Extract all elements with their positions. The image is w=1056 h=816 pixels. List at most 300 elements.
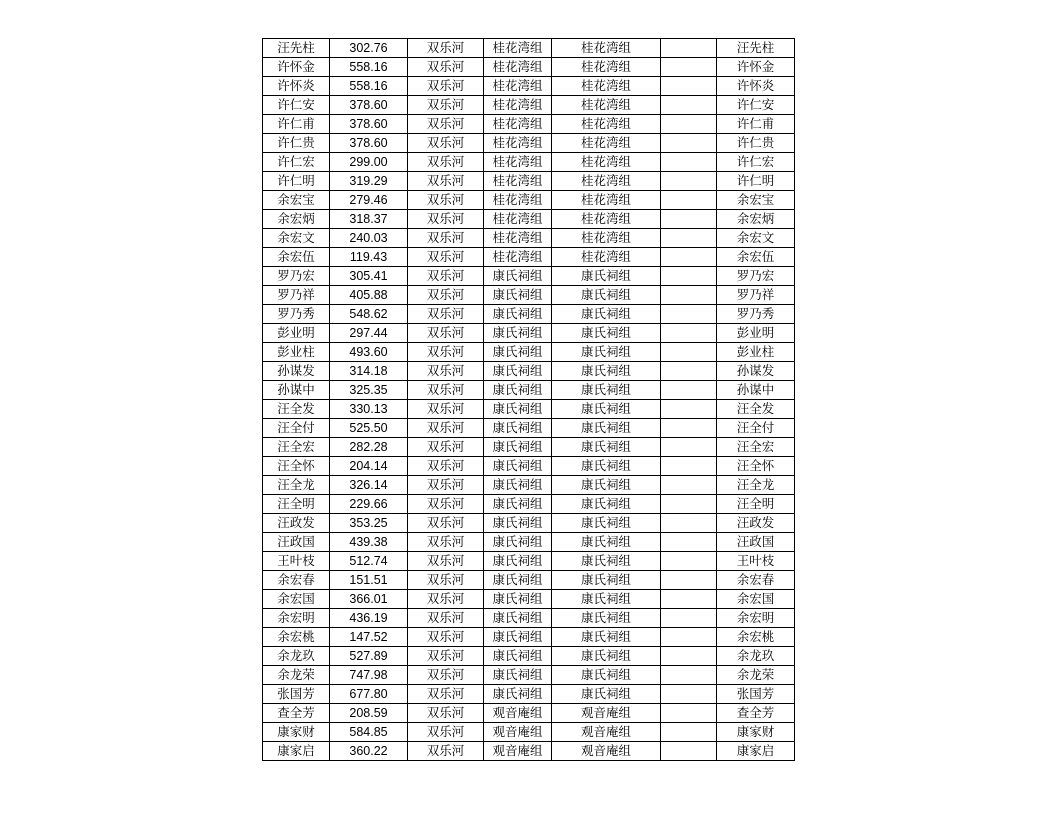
household-name-cell: 余宏文: [263, 229, 330, 248]
payee-name-cell: 王叶枝: [717, 552, 795, 571]
table-row: [263, 172, 795, 191]
amount-cell: 439.38: [330, 533, 408, 552]
group-name-cell: 康氏祠组: [552, 609, 661, 628]
amount-cell: 147.52: [330, 628, 408, 647]
table-row: [263, 609, 795, 628]
group-name-cell: 观音庵组: [552, 704, 661, 723]
group-cell: 康氏祠组: [484, 286, 552, 305]
group-name-cell: 康氏祠组: [552, 324, 661, 343]
group-name-cell: 康氏祠组: [552, 666, 661, 685]
village-cell: 双乐河: [408, 286, 484, 305]
amount-cell: 208.59: [330, 704, 408, 723]
payee-name-cell: 余宏春: [717, 571, 795, 590]
ledger-body: [263, 39, 795, 761]
blank-cell: [661, 343, 717, 362]
village-cell: 双乐河: [408, 609, 484, 628]
table-row: [263, 362, 795, 381]
blank-cell: [661, 96, 717, 115]
table-row: [263, 58, 795, 77]
village-cell: 双乐河: [408, 362, 484, 381]
group-name-cell: 康氏祠组: [552, 286, 661, 305]
payee-name-cell: 余宏文: [717, 229, 795, 248]
group-name-cell: 桂花湾组: [552, 115, 661, 134]
group-cell: 康氏祠组: [484, 533, 552, 552]
blank-cell: [661, 134, 717, 153]
village-cell: 双乐河: [408, 381, 484, 400]
table-row: [263, 305, 795, 324]
table-row: [263, 324, 795, 343]
table-row: [263, 286, 795, 305]
payee-name-cell: 许仁贵: [717, 134, 795, 153]
payee-name-cell: 康家启: [717, 742, 795, 761]
household-name-cell: 许怀炎: [263, 77, 330, 96]
amount-cell: 305.41: [330, 267, 408, 286]
group-cell: 康氏祠组: [484, 400, 552, 419]
group-name-cell: 康氏祠组: [552, 400, 661, 419]
payee-name-cell: 汪全明: [717, 495, 795, 514]
amount-cell: 297.44: [330, 324, 408, 343]
village-cell: 双乐河: [408, 229, 484, 248]
payee-name-cell: 余宏桃: [717, 628, 795, 647]
blank-cell: [661, 476, 717, 495]
household-name-cell: 罗乃宏: [263, 267, 330, 286]
household-name-cell: 许仁贵: [263, 134, 330, 153]
table-row: [263, 647, 795, 666]
blank-cell: [661, 381, 717, 400]
table-row: [263, 343, 795, 362]
amount-cell: 366.01: [330, 590, 408, 609]
village-cell: 双乐河: [408, 267, 484, 286]
payee-name-cell: 汪全宏: [717, 438, 795, 457]
amount-cell: 302.76: [330, 39, 408, 58]
group-name-cell: 康氏祠组: [552, 343, 661, 362]
group-cell: 康氏祠组: [484, 628, 552, 647]
household-name-cell: 康家财: [263, 723, 330, 742]
payee-name-cell: 彭业明: [717, 324, 795, 343]
table-row: [263, 685, 795, 704]
amount-cell: 330.13: [330, 400, 408, 419]
group-name-cell: 桂花湾组: [552, 153, 661, 172]
payee-name-cell: 彭业柱: [717, 343, 795, 362]
amount-cell: 548.62: [330, 305, 408, 324]
blank-cell: [661, 571, 717, 590]
blank-cell: [661, 723, 717, 742]
table-row: [263, 723, 795, 742]
payee-name-cell: 汪全付: [717, 419, 795, 438]
payee-name-cell: 汪政发: [717, 514, 795, 533]
group-cell: 桂花湾组: [484, 96, 552, 115]
payee-name-cell: 罗乃秀: [717, 305, 795, 324]
group-name-cell: 康氏祠组: [552, 476, 661, 495]
payee-name-cell: 汪全龙: [717, 476, 795, 495]
table-row: [263, 666, 795, 685]
payee-name-cell: 余宏炳: [717, 210, 795, 229]
group-name-cell: 康氏祠组: [552, 438, 661, 457]
group-name-cell: 观音庵组: [552, 742, 661, 761]
household-name-cell: 彭业明: [263, 324, 330, 343]
group-cell: 桂花湾组: [484, 191, 552, 210]
group-cell: 观音庵组: [484, 704, 552, 723]
group-cell: 康氏祠组: [484, 343, 552, 362]
blank-cell: [661, 267, 717, 286]
blank-cell: [661, 666, 717, 685]
group-name-cell: 康氏祠组: [552, 381, 661, 400]
table-row: [263, 39, 795, 58]
table-row: [263, 457, 795, 476]
household-name-cell: 余宏国: [263, 590, 330, 609]
group-cell: 康氏祠组: [484, 438, 552, 457]
household-name-cell: 罗乃秀: [263, 305, 330, 324]
amount-cell: 151.51: [330, 571, 408, 590]
payee-name-cell: 汪全怀: [717, 457, 795, 476]
blank-cell: [661, 210, 717, 229]
payee-name-cell: 余宏宝: [717, 191, 795, 210]
group-cell: 康氏祠组: [484, 362, 552, 381]
blank-cell: [661, 305, 717, 324]
payee-name-cell: 余宏明: [717, 609, 795, 628]
village-cell: 双乐河: [408, 704, 484, 723]
amount-cell: 204.14: [330, 457, 408, 476]
amount-cell: 493.60: [330, 343, 408, 362]
table-row: [263, 590, 795, 609]
blank-cell: [661, 324, 717, 343]
table-row: [263, 476, 795, 495]
village-cell: 双乐河: [408, 723, 484, 742]
village-cell: 双乐河: [408, 495, 484, 514]
group-cell: 桂花湾组: [484, 115, 552, 134]
table-row: [263, 400, 795, 419]
payee-name-cell: 许怀炎: [717, 77, 795, 96]
ledger-table: [262, 38, 795, 761]
blank-cell: [661, 153, 717, 172]
household-name-cell: 余宏宝: [263, 191, 330, 210]
amount-cell: 299.00: [330, 153, 408, 172]
group-name-cell: 康氏祠组: [552, 495, 661, 514]
group-name-cell: 桂花湾组: [552, 39, 661, 58]
household-name-cell: 余龙荣: [263, 666, 330, 685]
group-cell: 桂花湾组: [484, 58, 552, 77]
amount-cell: 378.60: [330, 115, 408, 134]
household-name-cell: 许仁甫: [263, 115, 330, 134]
group-cell: 康氏祠组: [484, 381, 552, 400]
village-cell: 双乐河: [408, 666, 484, 685]
village-cell: 双乐河: [408, 571, 484, 590]
table-row: [263, 628, 795, 647]
amount-cell: 747.98: [330, 666, 408, 685]
group-name-cell: 康氏祠组: [552, 552, 661, 571]
group-cell: 桂花湾组: [484, 248, 552, 267]
table-row: [263, 267, 795, 286]
blank-cell: [661, 647, 717, 666]
table-row: [263, 115, 795, 134]
blank-cell: [661, 609, 717, 628]
group-cell: 康氏祠组: [484, 571, 552, 590]
table-row: [263, 134, 795, 153]
household-name-cell: 康家启: [263, 742, 330, 761]
table-row: [263, 533, 795, 552]
payee-name-cell: 许怀金: [717, 58, 795, 77]
group-name-cell: 桂花湾组: [552, 191, 661, 210]
village-cell: 双乐河: [408, 77, 484, 96]
blank-cell: [661, 115, 717, 134]
table-row: [263, 742, 795, 761]
household-name-cell: 余宏伍: [263, 248, 330, 267]
payee-name-cell: 汪政国: [717, 533, 795, 552]
blank-cell: [661, 514, 717, 533]
household-name-cell: 余宏明: [263, 609, 330, 628]
village-cell: 双乐河: [408, 58, 484, 77]
amount-cell: 319.29: [330, 172, 408, 191]
payee-name-cell: 罗乃宏: [717, 267, 795, 286]
table-row: [263, 248, 795, 267]
amount-cell: 318.37: [330, 210, 408, 229]
payee-name-cell: 查全芳: [717, 704, 795, 723]
household-name-cell: 查全芳: [263, 704, 330, 723]
village-cell: 双乐河: [408, 400, 484, 419]
household-name-cell: 余宏桃: [263, 628, 330, 647]
household-name-cell: 汪政国: [263, 533, 330, 552]
village-cell: 双乐河: [408, 647, 484, 666]
village-cell: 双乐河: [408, 457, 484, 476]
amount-cell: 353.25: [330, 514, 408, 533]
amount-cell: 525.50: [330, 419, 408, 438]
group-name-cell: 康氏祠组: [552, 419, 661, 438]
household-name-cell: 许怀金: [263, 58, 330, 77]
blank-cell: [661, 628, 717, 647]
group-name-cell: 桂花湾组: [552, 77, 661, 96]
village-cell: 双乐河: [408, 590, 484, 609]
blank-cell: [661, 39, 717, 58]
group-cell: 桂花湾组: [484, 134, 552, 153]
village-cell: 双乐河: [408, 248, 484, 267]
table-row: [263, 704, 795, 723]
blank-cell: [661, 248, 717, 267]
household-name-cell: 汪全发: [263, 400, 330, 419]
group-name-cell: 桂花湾组: [552, 134, 661, 153]
village-cell: 双乐河: [408, 533, 484, 552]
group-cell: 观音庵组: [484, 742, 552, 761]
group-name-cell: 康氏祠组: [552, 362, 661, 381]
group-cell: 观音庵组: [484, 723, 552, 742]
village-cell: 双乐河: [408, 552, 484, 571]
group-name-cell: 康氏祠组: [552, 647, 661, 666]
blank-cell: [661, 438, 717, 457]
village-cell: 双乐河: [408, 742, 484, 761]
amount-cell: 527.89: [330, 647, 408, 666]
group-name-cell: 康氏祠组: [552, 533, 661, 552]
amount-cell: 279.46: [330, 191, 408, 210]
ledger-sheet: [262, 38, 794, 761]
blank-cell: [661, 457, 717, 476]
group-cell: 康氏祠组: [484, 514, 552, 533]
amount-cell: 405.88: [330, 286, 408, 305]
group-cell: 康氏祠组: [484, 495, 552, 514]
household-name-cell: 余龙玖: [263, 647, 330, 666]
group-cell: 康氏祠组: [484, 590, 552, 609]
amount-cell: 436.19: [330, 609, 408, 628]
village-cell: 双乐河: [408, 438, 484, 457]
blank-cell: [661, 77, 717, 96]
amount-cell: 558.16: [330, 58, 408, 77]
amount-cell: 240.03: [330, 229, 408, 248]
village-cell: 双乐河: [408, 419, 484, 438]
table-row: [263, 419, 795, 438]
group-name-cell: 康氏祠组: [552, 267, 661, 286]
blank-cell: [661, 590, 717, 609]
group-cell: 康氏祠组: [484, 685, 552, 704]
payee-name-cell: 汪全发: [717, 400, 795, 419]
group-cell: 桂花湾组: [484, 210, 552, 229]
table-row: [263, 96, 795, 115]
blank-cell: [661, 229, 717, 248]
group-name-cell: 康氏祠组: [552, 457, 661, 476]
group-name-cell: 康氏祠组: [552, 305, 661, 324]
household-name-cell: 汪全明: [263, 495, 330, 514]
household-name-cell: 王叶枝: [263, 552, 330, 571]
blank-cell: [661, 704, 717, 723]
village-cell: 双乐河: [408, 96, 484, 115]
payee-name-cell: 余龙玖: [717, 647, 795, 666]
village-cell: 双乐河: [408, 324, 484, 343]
group-name-cell: 桂花湾组: [552, 210, 661, 229]
household-name-cell: 许仁宏: [263, 153, 330, 172]
group-cell: 康氏祠组: [484, 457, 552, 476]
group-cell: 桂花湾组: [484, 39, 552, 58]
village-cell: 双乐河: [408, 191, 484, 210]
table-row: [263, 571, 795, 590]
village-cell: 双乐河: [408, 343, 484, 362]
amount-cell: 378.60: [330, 134, 408, 153]
table-row: [263, 210, 795, 229]
village-cell: 双乐河: [408, 39, 484, 58]
payee-name-cell: 汪先柱: [717, 39, 795, 58]
blank-cell: [661, 552, 717, 571]
payee-name-cell: 孙谋发: [717, 362, 795, 381]
household-name-cell: 张国芳: [263, 685, 330, 704]
household-name-cell: 彭业柱: [263, 343, 330, 362]
table-row: [263, 438, 795, 457]
village-cell: 双乐河: [408, 628, 484, 647]
group-name-cell: 康氏祠组: [552, 514, 661, 533]
village-cell: 双乐河: [408, 210, 484, 229]
group-name-cell: 康氏祠组: [552, 590, 661, 609]
group-cell: 康氏祠组: [484, 647, 552, 666]
payee-name-cell: 康家财: [717, 723, 795, 742]
group-name-cell: 康氏祠组: [552, 628, 661, 647]
blank-cell: [661, 685, 717, 704]
table-row: [263, 381, 795, 400]
amount-cell: 378.60: [330, 96, 408, 115]
group-name-cell: 桂花湾组: [552, 229, 661, 248]
household-name-cell: 孙谋发: [263, 362, 330, 381]
blank-cell: [661, 58, 717, 77]
amount-cell: 229.66: [330, 495, 408, 514]
household-name-cell: 余宏炳: [263, 210, 330, 229]
household-name-cell: 余宏春: [263, 571, 330, 590]
household-name-cell: 孙谋中: [263, 381, 330, 400]
group-name-cell: 桂花湾组: [552, 172, 661, 191]
payee-name-cell: 余龙荣: [717, 666, 795, 685]
group-cell: 康氏祠组: [484, 476, 552, 495]
group-cell: 桂花湾组: [484, 77, 552, 96]
payee-name-cell: 罗乃祥: [717, 286, 795, 305]
household-name-cell: 汪全付: [263, 419, 330, 438]
household-name-cell: 许仁明: [263, 172, 330, 191]
village-cell: 双乐河: [408, 514, 484, 533]
blank-cell: [661, 172, 717, 191]
amount-cell: 326.14: [330, 476, 408, 495]
payee-name-cell: 张国芳: [717, 685, 795, 704]
blank-cell: [661, 286, 717, 305]
group-cell: 桂花湾组: [484, 153, 552, 172]
group-cell: 康氏祠组: [484, 305, 552, 324]
amount-cell: 360.22: [330, 742, 408, 761]
group-name-cell: 桂花湾组: [552, 96, 661, 115]
table-row: [263, 514, 795, 533]
group-cell: 康氏祠组: [484, 419, 552, 438]
group-cell: 康氏祠组: [484, 324, 552, 343]
table-row: [263, 552, 795, 571]
household-name-cell: 汪全怀: [263, 457, 330, 476]
village-cell: 双乐河: [408, 476, 484, 495]
payee-name-cell: 许仁宏: [717, 153, 795, 172]
village-cell: 双乐河: [408, 134, 484, 153]
amount-cell: 119.43: [330, 248, 408, 267]
table-row: [263, 229, 795, 248]
group-name-cell: 康氏祠组: [552, 685, 661, 704]
blank-cell: [661, 533, 717, 552]
payee-name-cell: 余宏伍: [717, 248, 795, 267]
household-name-cell: 罗乃祥: [263, 286, 330, 305]
payee-name-cell: 许仁甫: [717, 115, 795, 134]
group-cell: 康氏祠组: [484, 267, 552, 286]
blank-cell: [661, 362, 717, 381]
table-row: [263, 77, 795, 96]
village-cell: 双乐河: [408, 172, 484, 191]
amount-cell: 314.18: [330, 362, 408, 381]
blank-cell: [661, 742, 717, 761]
group-name-cell: 康氏祠组: [552, 571, 661, 590]
village-cell: 双乐河: [408, 153, 484, 172]
group-cell: 桂花湾组: [484, 172, 552, 191]
amount-cell: 512.74: [330, 552, 408, 571]
group-cell: 康氏祠组: [484, 552, 552, 571]
blank-cell: [661, 419, 717, 438]
village-cell: 双乐河: [408, 115, 484, 134]
group-cell: 康氏祠组: [484, 609, 552, 628]
group-cell: 桂花湾组: [484, 229, 552, 248]
amount-cell: 584.85: [330, 723, 408, 742]
household-name-cell: 汪全龙: [263, 476, 330, 495]
payee-name-cell: 许仁明: [717, 172, 795, 191]
village-cell: 双乐河: [408, 305, 484, 324]
table-row: [263, 495, 795, 514]
household-name-cell: 汪全宏: [263, 438, 330, 457]
payee-name-cell: 许仁安: [717, 96, 795, 115]
amount-cell: 558.16: [330, 77, 408, 96]
payee-name-cell: 余宏国: [717, 590, 795, 609]
group-name-cell: 观音庵组: [552, 723, 661, 742]
household-name-cell: 汪政发: [263, 514, 330, 533]
payee-name-cell: 孙谋中: [717, 381, 795, 400]
table-row: [263, 153, 795, 172]
blank-cell: [661, 495, 717, 514]
household-name-cell: 许仁安: [263, 96, 330, 115]
group-name-cell: 桂花湾组: [552, 58, 661, 77]
amount-cell: 677.80: [330, 685, 408, 704]
table-row: [263, 191, 795, 210]
blank-cell: [661, 191, 717, 210]
